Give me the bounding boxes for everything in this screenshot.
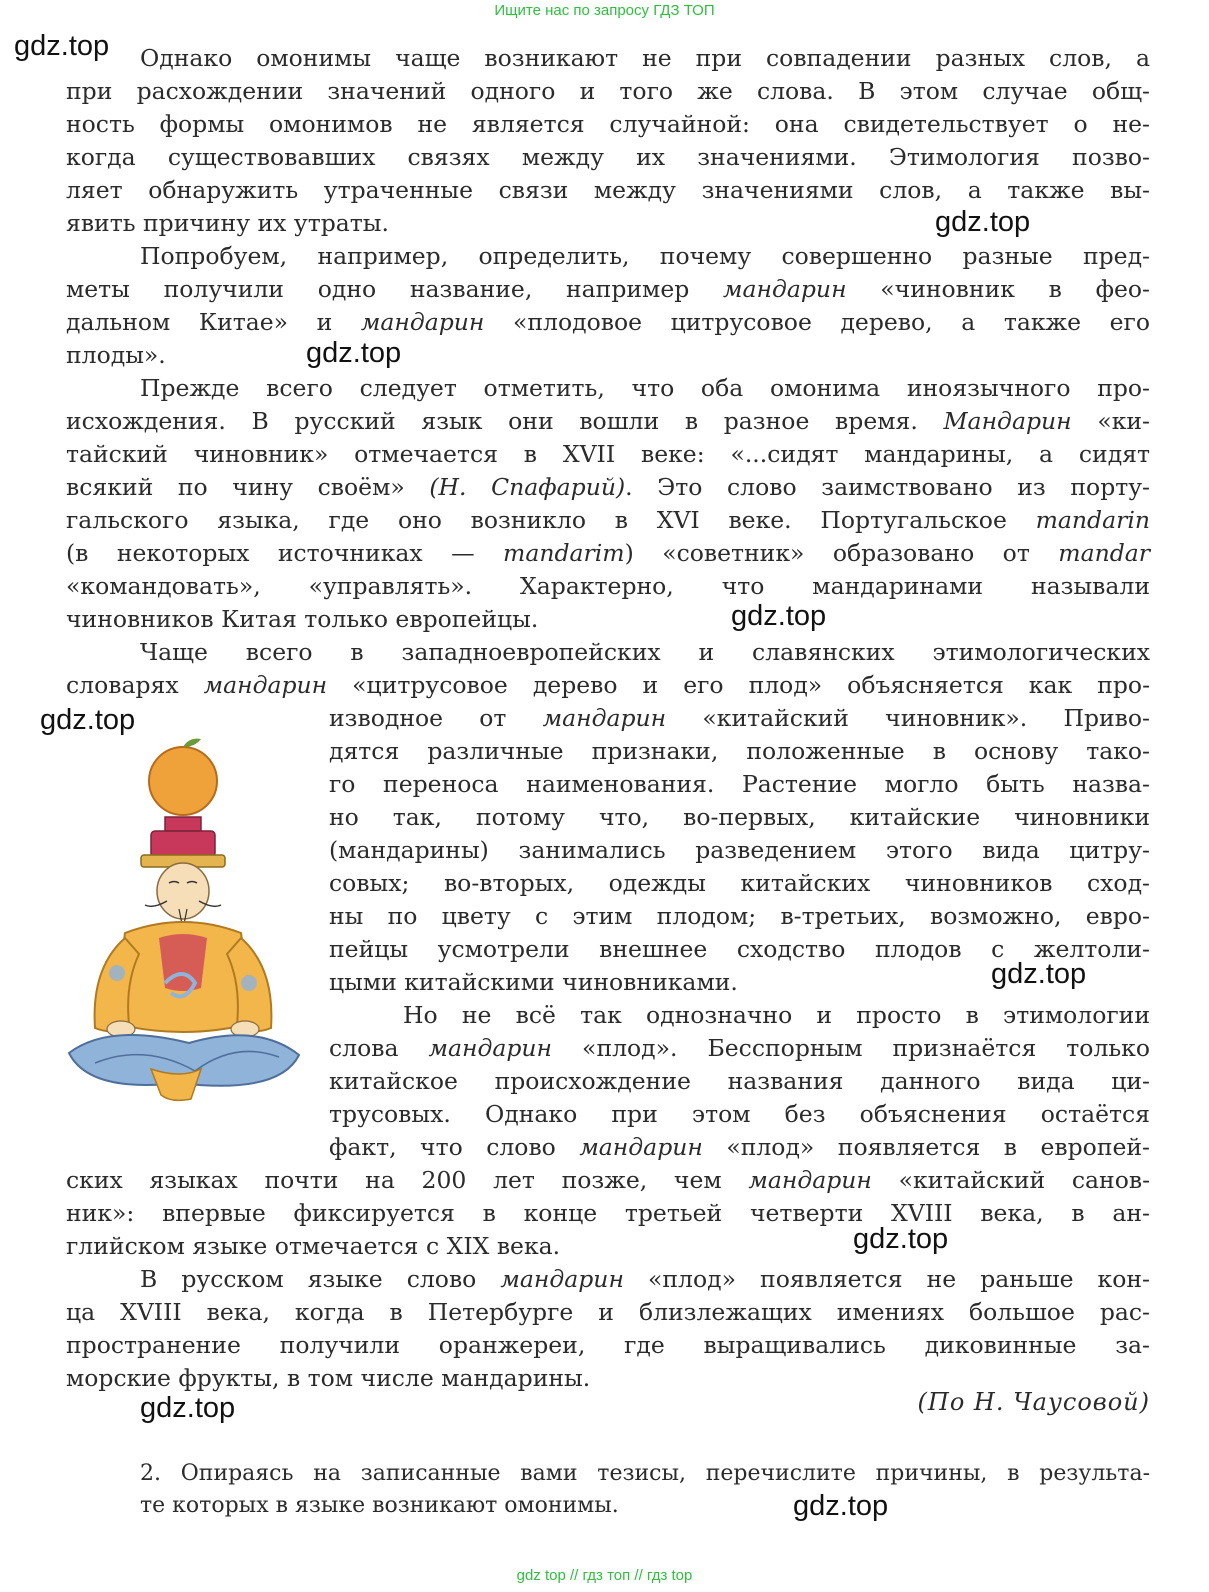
text-line: Чаще всего в западноевропейских и славянских этимологических — [140, 638, 1150, 666]
text-line: глийском языке отмечается с XIX века. — [66, 1232, 561, 1260]
text-line: (мандарины) занимались разведением этого вида цитру- — [329, 836, 1150, 864]
text-line: Попробуем, например, определить, почему совершенно разные пред- — [140, 242, 1150, 270]
watermark: gdz.top — [306, 337, 402, 369]
text-line: цыми китайскими чиновниками. — [329, 968, 738, 996]
watermark: gdz.top — [935, 206, 1031, 238]
text-line: морские фрукты, в том числе мандарины. — [66, 1364, 591, 1392]
top-banner[interactable]: Ищите нас по запросу ГДЗ ТОП — [494, 2, 715, 19]
watermark: gdz.top — [14, 30, 110, 62]
text-line: совых; во-вторых, одежды китайских чиновников сход- — [329, 869, 1150, 897]
text-line: ник»: впервые фиксируется в конце третьей четверти XVIII века, в ан- — [66, 1199, 1150, 1227]
mandarin-official-illustration — [55, 733, 305, 1118]
text-line: факт, что слово мандарин «плод» появляется в европей- — [329, 1133, 1150, 1161]
text-line: пространение получили оранжереи, где выращивались диковинные за- — [66, 1331, 1150, 1359]
text-line: ны по цвету с этим плодом; в-третьих, возможно, евро- — [329, 902, 1150, 930]
text-line: когда существовавших связях между их значениями. Этимология позво- — [66, 143, 1150, 171]
text-line: меты получили одно название, например мандарин «чиновник в фео- — [66, 275, 1150, 303]
text-line: чиновников Китая только европейцы. — [66, 605, 539, 633]
orange-fruit — [149, 747, 217, 815]
text-line: плоды». — [66, 341, 166, 369]
text-line: изводное от мандарин «китайский чиновник». Приво- — [329, 704, 1151, 732]
text-line: дальном Китае» и мандарин «плодовое цитрусовое дерево, а также его — [66, 308, 1150, 336]
hat — [165, 817, 201, 831]
text-line: Но не всё так однозначно и просто в этимологии — [403, 1001, 1150, 1029]
text-line: В русском языке слово мандарин «плод» появляется не раньше кон- — [140, 1265, 1151, 1293]
task-line: 2. Опираясь на записанные вами тезисы, перечислите причины, в результа- — [140, 1461, 1150, 1486]
watermark: gdz.top — [40, 704, 136, 736]
text-line: всякий по чину своём» (Н. Спафарий). Это слово заимствовано из порту- — [66, 473, 1150, 501]
text-line: гальского языка, где оно возникло в XVI веке. Португальское mandarin — [66, 506, 1150, 534]
text-line: исхождения. В русский язык они вошли в разное время. Мандарин «ки- — [66, 407, 1150, 435]
text-line: словарях мандарин «цитрусовое дерево и его плод» объясняется как про- — [66, 671, 1151, 699]
text-line: слова мандарин «плод». Бесспорным признаётся только — [329, 1034, 1150, 1062]
text-line: тайский чиновник» отмечается в XVII веке: «...сидят мандарины, а сидят — [66, 440, 1150, 468]
text-line: ца XVIII века, когда в Петербурге и близлежащих имениях большое рас- — [66, 1298, 1150, 1326]
text-line: ность формы омонимов не является случайной: она свидетельствует о не- — [66, 110, 1150, 138]
watermark: gdz.top — [731, 600, 827, 632]
text-line: пейцы усмотрели внешнее сходство плодов с желтоли- — [329, 935, 1150, 963]
text-line: Прежде всего следует отметить, что оба омонима иноязычного про- — [140, 374, 1150, 402]
watermark: gdz.top — [140, 1392, 236, 1424]
text-line: дятся различные признаки, положенные в основу тако- — [329, 737, 1150, 765]
text-line: явить причину их утраты. — [66, 209, 389, 237]
bottom-banner[interactable]: gdz top // гдз топ // гдз top — [516, 1567, 693, 1584]
text-line: трусовых. Однако при этом без объяснения остаётся — [329, 1100, 1150, 1128]
watermark: gdz.top — [793, 1490, 889, 1522]
text-line: «командовать», «управлять». Характерно, что мандаринами называли — [66, 572, 1150, 600]
text-line: Однако омонимы чаще возникают не при совпадении разных слов, а — [140, 44, 1150, 72]
face — [157, 863, 209, 919]
text-line: ских языках почти на 200 лет позже, чем мандарин «китайский санов- — [66, 1166, 1151, 1194]
text-line: при расхождении значений одного и того же слова. В этом случае общ- — [66, 77, 1150, 105]
text-line: китайское происхождение названия данного вида ци- — [329, 1067, 1150, 1095]
watermark: gdz.top — [853, 1223, 949, 1255]
text-line: го переноса наименования. Растение могло быть назва- — [329, 770, 1150, 798]
text-line: ляет обнаружить утраченные связи между значениями слов, а также вы- — [66, 176, 1150, 204]
text-line: (в некоторых источниках — mandarim) «советник» образовано от mandar — [66, 539, 1150, 567]
source-credit: (По Н. Чаусовой) — [917, 1388, 1150, 1416]
task-line: те которых в языке возникают омонимы. — [140, 1493, 619, 1518]
watermark: gdz.top — [991, 958, 1087, 990]
text-line: но так, потому что, во-первых, китайские чиновники — [329, 803, 1150, 831]
